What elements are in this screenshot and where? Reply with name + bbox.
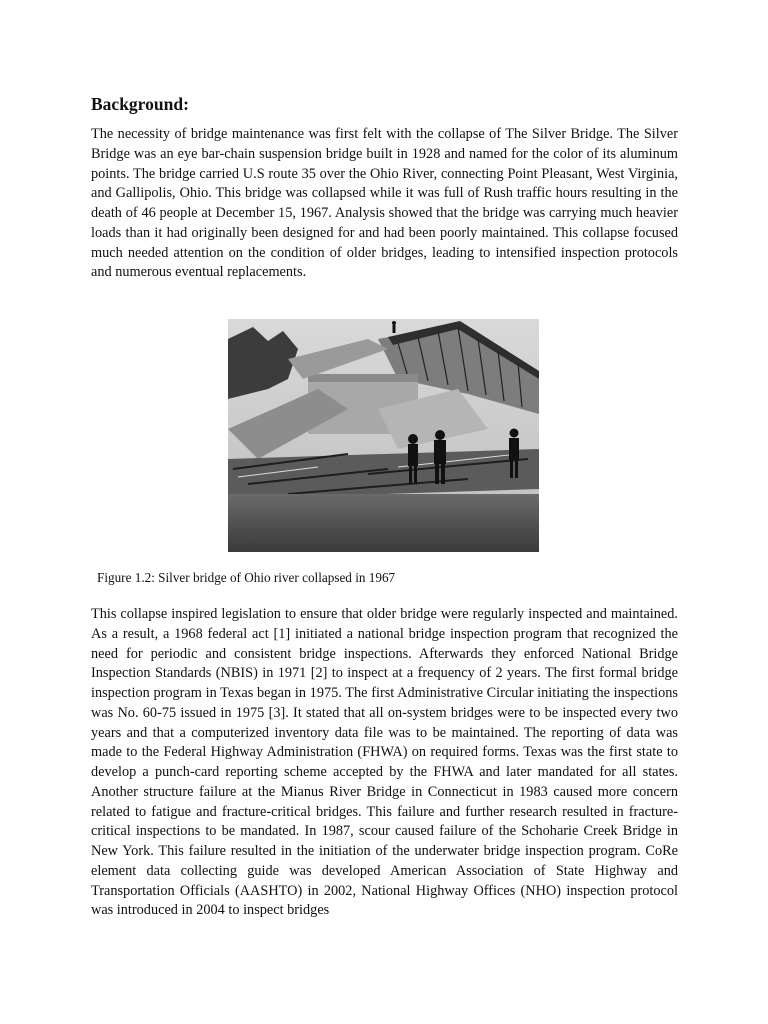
bridge-collapse-photo: [228, 319, 539, 552]
section-heading: Background:: [91, 94, 189, 114]
figure-caption: Figure 1.2: Silver bridge of Ohio river collapsed in 1967: [97, 570, 396, 585]
paragraph-1: The necessity of bridge maintenance was first felt with the collapse of The Silver Bridge. The Silver Bridge was an eye bar-chain suspension bridge built in 1928 and named for the color of its aluminum points. The bridge carried U.S route 35 over the Ohio River, connecting Point Pleasant, West Virginia, and Gallipolis, Ohio. This bridge was collapsed while it was full of Rush traffic hours resulting in the death of 46 people at December 15, 1967. Analysis showed that the bridge was carrying much heavier loads than it had originally been designed for and had been poorly maintained. This collapse focused much needed attention on the condition of older bridges, leading to intensified inspection protocols and numerous eventual replacements.: [91, 126, 678, 281]
paragraph-2: This collapse inspired legislation to ensure that older bridge were regularly inspected and maintained. As a result, a 1968 federal act [1] initiated a national bridge inspection program that recognized the need for periodic and consistent bridge inspections. Afterwards they enforced National Bridge Inspection Standards (NBIS) in 1971 [2] to inspect at a frequency of 2 years. The first formal bridge inspection program in Texas began in 1975. The first Administrative Circular initiating the inspections was No. 60-75 issued in 1975 [3]. It stated that all on-system bridges were to be inspected every two years and that a computerized inventory data file was to be maintained. The reporting of data was made to the Federal Highway Administration (FHWA) on required forms. Texas was the first state to develop a punch-card reporting scheme accepted by the FHWA and later mandated for all states. Another structure failure at the Mianus River Bridge in Connecticut in 1983 caused more concern related to fatigue and fracture-critical bridges. This failure and further research resulted in fracture-critical inspections to be mandated. In 1987, scour caused failure of the Schoharie Creek Bridge in New York. This failure resulted in the initiation of the underwater bridge inspection program. CoRe element data collecting guide was developed American Association of State Highway and Transportation Officials (AASHTO) in 2002, National Highway Offices (NHO) inspection protocol was introduced in 2004 to inspect bridges: [91, 606, 678, 919]
